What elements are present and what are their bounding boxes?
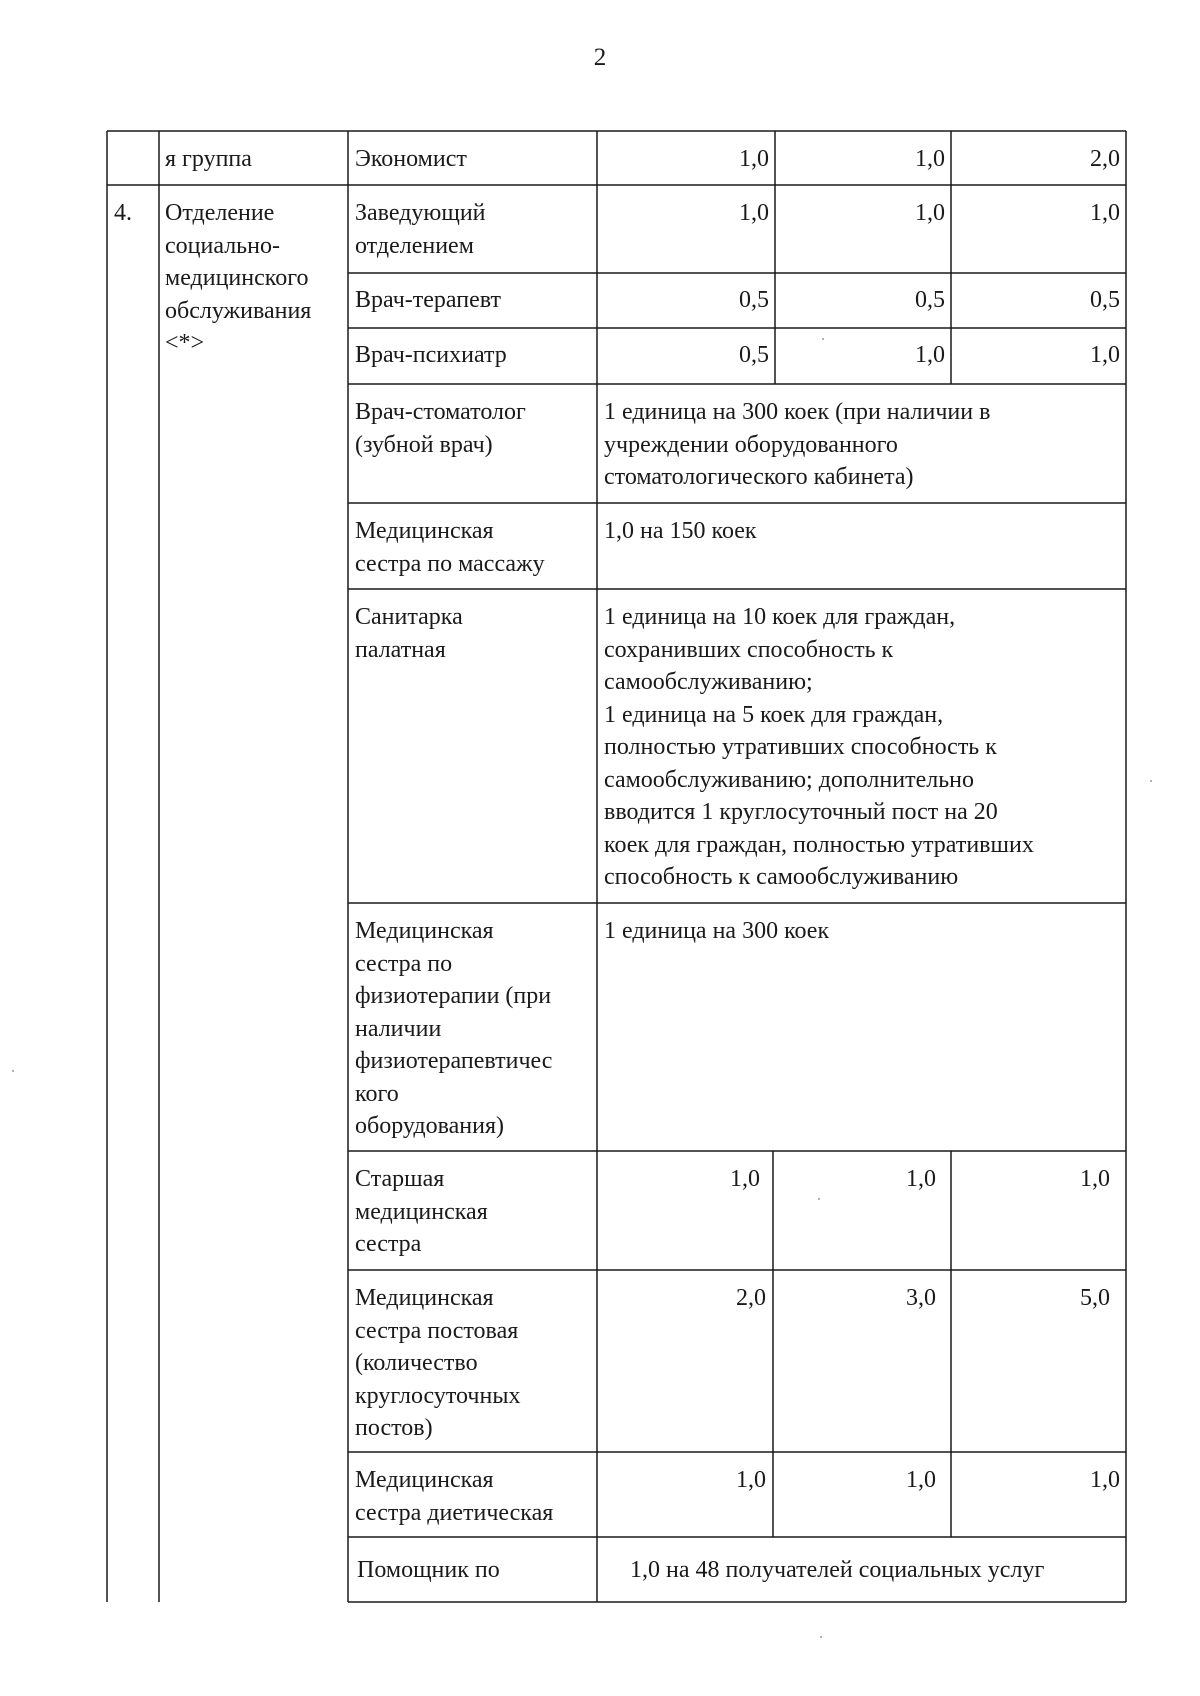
scan-speck <box>12 1070 14 1072</box>
value-cell: 0,5 <box>739 287 769 313</box>
scan-speck <box>1150 780 1152 782</box>
position-cell: Заведующий отделением <box>355 200 486 259</box>
value-cell: 1,0 <box>736 1467 766 1493</box>
value-cell: 1,0 <box>739 200 769 226</box>
norm-cell: 1 единица на 300 коек (при наличии в учреждении оборудованного стоматологического кабинета) <box>604 399 991 490</box>
scan-speck <box>822 338 824 340</box>
norm-cell: 1 единица на 10 коек для граждан, сохранивших способность к самообслуживанию; 1 единица на 5 коек для граждан, полностью утративших способность к самообслуживанию; дополнительно вводится 1 круглосуточный пост на 20 коек для граждан, полностью утративших способность к самообслуживанию <box>604 604 1034 890</box>
section-name: Отделение социально- медицинского обслуживания <*> <box>165 200 312 356</box>
position-cell: Санитарка палатная <box>355 604 463 663</box>
position-economist: Экономист <box>355 146 467 172</box>
norm-cell: 1,0 на 150 коек <box>604 518 757 544</box>
value-cell: 0,5 <box>739 342 769 368</box>
position-cell: Медицинская сестра по массажу <box>355 518 545 577</box>
value-cell: 1,0 <box>915 146 945 172</box>
value-cell: 5,0 <box>1080 1285 1110 1311</box>
value-cell: 1,0 <box>915 342 945 368</box>
value-cell: 3,0 <box>906 1285 936 1311</box>
value-cell: 0,5 <box>915 287 945 313</box>
position-cell: Медицинская сестра по физиотерапии (при наличии физиотерапевтичес кого оборудования) <box>355 918 553 1139</box>
norm-cell: 1 единица на 300 коек <box>604 918 830 944</box>
value-cell: 1,0 <box>1080 1166 1110 1192</box>
value-cell: 1,0 <box>915 200 945 226</box>
position-cell: Врач-стоматолог (зубной врач) <box>355 399 526 458</box>
position-cell: Медицинская сестра диетическая <box>355 1467 554 1526</box>
value-cell: 1,0 <box>1090 1467 1120 1493</box>
value-cell: 1,0 <box>1090 342 1120 368</box>
norm-cell: 1,0 на 48 получателей социальных услуг <box>630 1557 1045 1583</box>
scan-speck <box>820 1636 822 1638</box>
page-number: 2 <box>593 44 607 71</box>
value-cell: 1,0 <box>906 1467 936 1493</box>
value-cell: 2,0 <box>1090 146 1120 172</box>
value-cell: 1,0 <box>739 146 769 172</box>
value-cell: 1,0 <box>730 1166 760 1192</box>
section-number: 4. <box>114 200 132 226</box>
scan-speck <box>818 1198 820 1200</box>
position-cell: Медицинская сестра постовая (количество круглосуточных постов) <box>355 1285 521 1441</box>
position-cell: Врач-психиатр <box>355 342 507 368</box>
position-cell: Помощник по <box>357 1557 500 1583</box>
value-cell: 1,0 <box>1090 200 1120 226</box>
position-cell: Старшая медицинская сестра <box>355 1166 488 1257</box>
value-cell: 1,0 <box>906 1166 936 1192</box>
group-fragment: я группа <box>165 146 252 172</box>
value-cell: 0,5 <box>1090 287 1120 313</box>
value-cell: 2,0 <box>736 1285 766 1311</box>
position-cell: Врач-терапевт <box>355 287 501 313</box>
